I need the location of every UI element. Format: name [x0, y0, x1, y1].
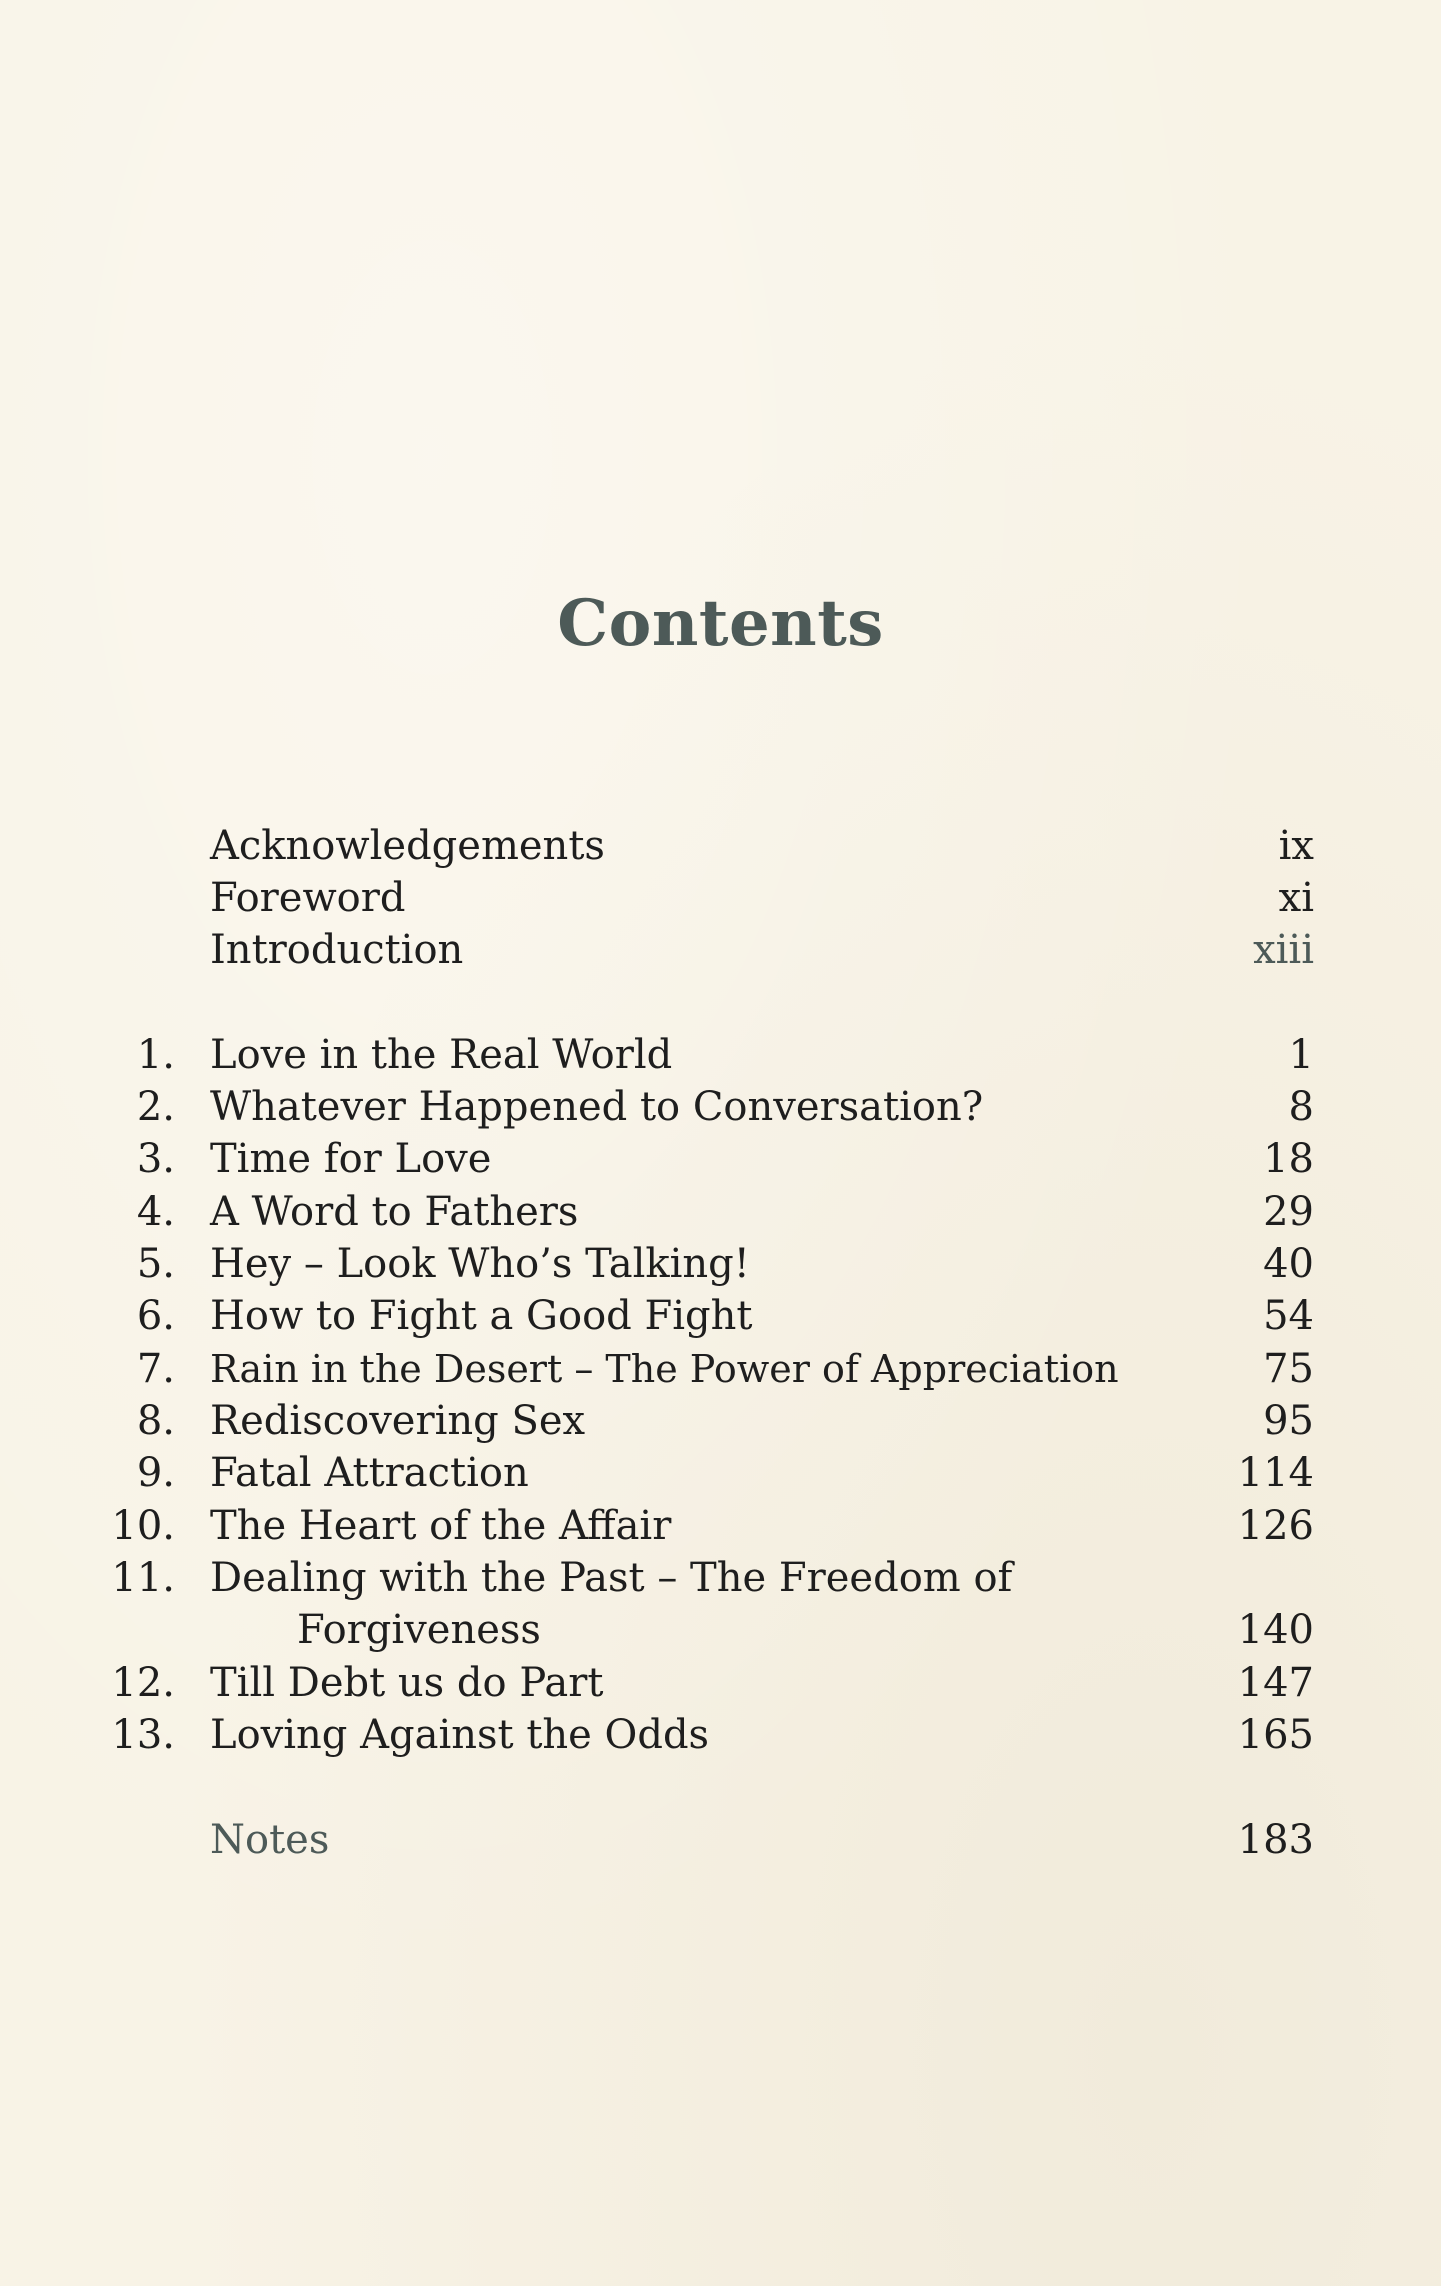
toc-chapter-9[interactable] — [0, 1447, 1441, 1499]
toc-entry-label: Introduction — [210, 927, 464, 973]
chapter-number: 1. — [136, 1032, 175, 1078]
chapter-page: 126 — [1237, 1503, 1314, 1549]
chapter-number: 10. — [111, 1503, 175, 1549]
chapter-title: Time for Love — [210, 1136, 492, 1182]
toc-chapter-13[interactable] — [0, 1709, 1441, 1761]
chapter-page: 75 — [1263, 1346, 1314, 1392]
chapter-number: 2. — [136, 1084, 175, 1130]
chapter-number: 3. — [136, 1136, 175, 1182]
chapter-number: 13. — [111, 1712, 175, 1758]
toc-entry-label: Notes — [210, 1817, 330, 1863]
chapter-page: 1 — [1288, 1032, 1314, 1078]
chapter-number: 12. — [111, 1660, 175, 1706]
toc-chapter-2[interactable] — [0, 1081, 1441, 1133]
chapter-title: Love in the Real World — [210, 1032, 673, 1078]
toc-entry-page: xi — [1278, 875, 1314, 921]
chapter-title: Dealing with the Past – The Freedom of — [210, 1555, 1013, 1601]
toc-entry-foreword[interactable] — [0, 872, 1441, 924]
toc-entry-page: ix — [1278, 823, 1314, 869]
chapter-title: A Word to Fathers — [210, 1189, 579, 1235]
chapter-page: 54 — [1263, 1293, 1314, 1339]
toc-chapter-11-continued[interactable] — [0, 1604, 1441, 1656]
chapter-page: 8 — [1288, 1084, 1314, 1130]
chapter-title: Rediscovering Sex — [210, 1398, 586, 1444]
chapter-page: 165 — [1237, 1712, 1314, 1758]
toc-chapter-8[interactable] — [0, 1395, 1441, 1447]
chapter-title: Whatever Happened to Conversation? — [210, 1084, 984, 1130]
chapter-page: 140 — [1237, 1607, 1314, 1653]
chapter-title: How to Fight a Good Fight — [210, 1293, 753, 1339]
chapter-number: 5. — [136, 1241, 175, 1287]
toc-entry-label: Acknowledgements — [210, 823, 605, 869]
toc-chapter-6[interactable] — [0, 1290, 1441, 1342]
toc-entry-page: 183 — [1237, 1817, 1314, 1863]
toc-chapter-5[interactable] — [0, 1238, 1441, 1290]
chapter-number: 4. — [136, 1189, 175, 1235]
chapter-number: 8. — [136, 1398, 175, 1444]
chapter-title-continued: Forgiveness — [297, 1607, 541, 1653]
chapter-page: 114 — [1237, 1450, 1314, 1496]
chapter-title: Fatal Attraction — [210, 1450, 529, 1496]
toc-entry-introduction[interactable] — [0, 924, 1441, 976]
chapter-title: Hey – Look Who’s Talking! — [210, 1241, 750, 1287]
toc-chapter-12[interactable] — [0, 1657, 1441, 1709]
toc-chapter-7[interactable] — [0, 1343, 1441, 1395]
chapter-title: The Heart of the Affair — [210, 1503, 672, 1549]
toc-entry-page: xiii — [1253, 927, 1314, 973]
chapter-page: 95 — [1263, 1398, 1314, 1444]
toc-chapter-11[interactable] — [0, 1552, 1441, 1604]
chapter-title: Till Debt us do Part — [210, 1660, 604, 1706]
chapter-number: 6. — [136, 1293, 175, 1339]
chapter-title: Loving Against the Odds — [210, 1712, 710, 1758]
page-title: Contents — [557, 586, 884, 661]
toc-entry-acknowledgements[interactable] — [0, 820, 1441, 872]
toc-chapter-4[interactable] — [0, 1186, 1441, 1238]
toc-chapter-10[interactable] — [0, 1500, 1441, 1552]
toc-entry-notes[interactable] — [0, 1814, 1441, 1866]
chapter-page: 29 — [1263, 1189, 1314, 1235]
chapter-number: 7. — [136, 1346, 175, 1392]
chapter-page: 147 — [1237, 1660, 1314, 1706]
chapter-number: 9. — [136, 1450, 175, 1496]
toc-entry-label: Foreword — [210, 875, 406, 921]
chapter-number: 11. — [111, 1555, 175, 1601]
chapter-page: 18 — [1263, 1136, 1314, 1182]
toc-chapter-1[interactable] — [0, 1029, 1441, 1081]
toc-chapter-3[interactable] — [0, 1133, 1441, 1185]
chapter-page: 40 — [1263, 1241, 1314, 1287]
chapter-title: Rain in the Desert – The Power of Appreciation — [210, 1347, 1119, 1391]
